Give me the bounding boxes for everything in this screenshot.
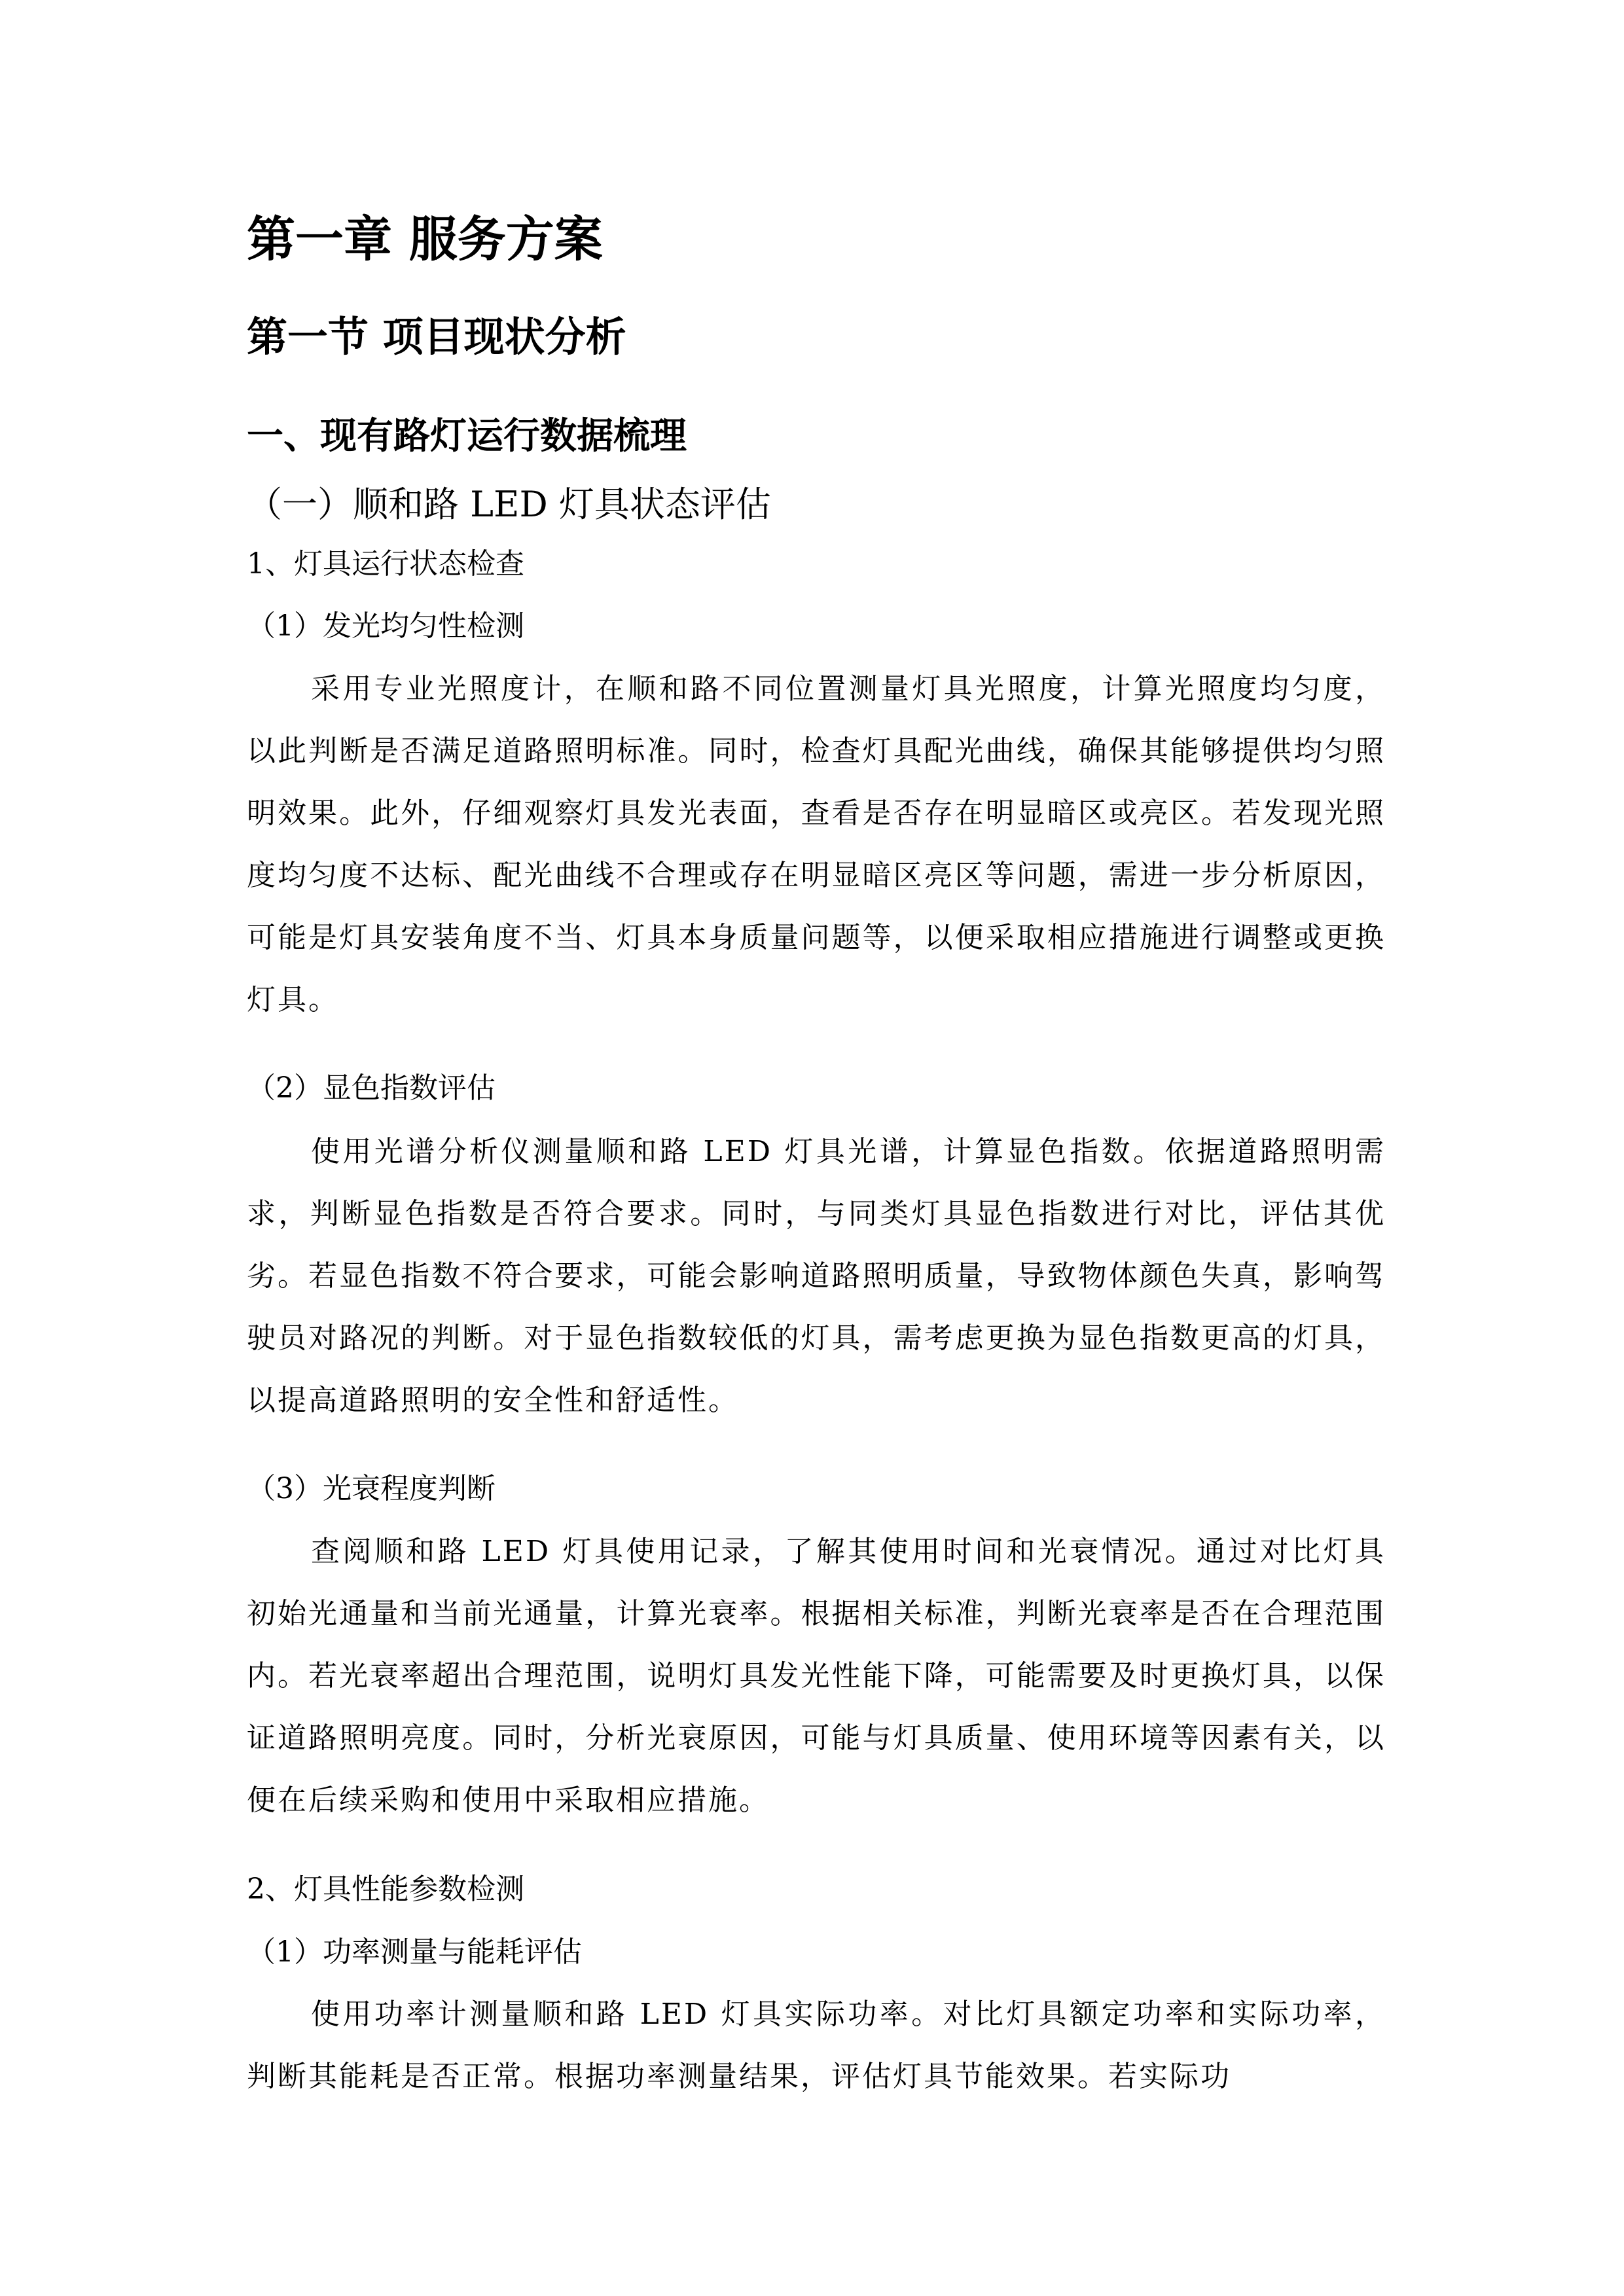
item2-sub1-text: 使用功率计测量顺和路 LED 灯具实际功率。对比灯具额定功率和实际功率，判断其能耗是否正常。根据功率测量结果，评估灯具节能效果。若实际功: [247, 1998, 1386, 2093]
item1-sub3-title: （3）光衰程度判断: [247, 1472, 496, 1505]
item2-sub1-title: （1）功率测量与能耗评估: [247, 1935, 582, 1969]
part-title: 一、现有路灯运行数据梳理: [247, 415, 687, 457]
chapter-title: 第一章 服务方案: [247, 211, 603, 268]
item1-sub2-text: 使用光谱分析仪测量顺和路 LED 灯具光谱，计算显色指数。依据道路照明需求，判断显色指数是否符合要求。同时，与同类灯具显色指数进行对比，评估其优劣。若显色指数不符合要求，可能会影响道路照明质量，导致物体颜色失真，影响驾驶员对路况的判断。对于显色指数较低的灯具，需考虑更换为显色指数更高的灯具，以提高道路照明的安全性和舒适性。: [247, 1135, 1386, 1417]
item2-title: 2、灯具性能参数检测: [247, 1873, 524, 1906]
item1-sub1-text: 采用专业光照度计，在顺和路不同位置测量灯具光照度，计算光照度均匀度，以此判断是否满足道路照明标准。同时，检查灯具配光曲线，确保其能够提供均匀照明效果。此外，仔细观察灯具发光表面，查看是否存在明显暗区或亮区。若发现光照度均匀度不达标、配光曲线不合理或存在明显暗区亮区等问题，需进一步分析原因，可能是灯具安装角度不当、灯具本身质量问题等，以便采取相应措施进行调整或更换灯具。: [247, 672, 1386, 1016]
item1-title: 1、灯具运行状态检查: [247, 547, 524, 581]
subpart-title: （一）顺和路 LED 灯具状态评估: [247, 484, 771, 525]
section-title: 第一节 项目现状分析: [247, 313, 626, 361]
item1-sub3-text: 查阅顺和路 LED 灯具使用记录，了解其使用时间和光衰情况。通过对比灯具初始光通量和当前光通量，计算光衰率。根据相关标准，判断光衰率是否在合理范围内。若光衰率超出合理范围，说明灯具发光性能下降，可能需要及时更换灯具，以保证道路照明亮度。同时，分析光衰原因，可能与灯具质量、使用环境等因素有关，以便在后续采购和使用中采取相应措施。: [247, 1535, 1386, 1817]
item1-sub2-title: （2）显色指数评估: [247, 1071, 496, 1105]
item1-sub1-title: （1）发光均匀性检测: [247, 609, 524, 643]
